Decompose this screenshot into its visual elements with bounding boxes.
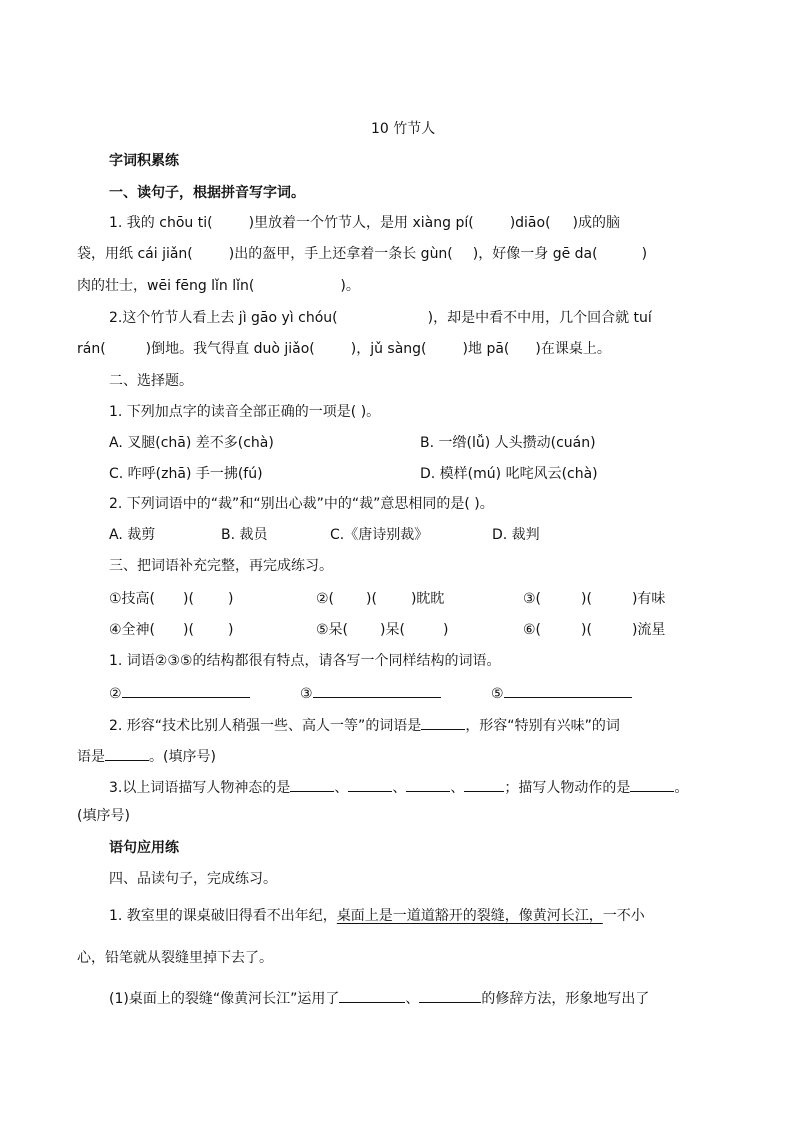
idiom-text: )眈眈 — [410, 591, 445, 607]
q2-2-option-d[interactable]: D. 裁判 — [492, 527, 540, 543]
answer-line[interactable] — [122, 683, 250, 698]
q1-text: )出的盔甲，手上还拿着一条长 gùn( — [228, 246, 453, 262]
answer-line[interactable] — [464, 777, 504, 792]
answer-line[interactable] — [348, 777, 392, 792]
idiom-text: )流星 — [631, 622, 666, 638]
q1-p2-line1 — [109, 309, 652, 327]
q3-1-answer-3 — [300, 683, 441, 703]
answer-line[interactable] — [421, 715, 465, 730]
idiom-text: ) — [227, 622, 234, 638]
q1-text: 2.这个竹节人看上去 jì gāo yì chóu( — [109, 310, 338, 326]
q3-1-answer-5 — [491, 683, 632, 703]
question-1-title: 一、读句子，根据拼音写字词。 — [109, 185, 305, 201]
answer-line[interactable] — [313, 683, 441, 698]
q2-1-stem: 1. 下列加点字的读音全部正确的一项是( )。 — [109, 404, 381, 420]
q2-2-stem: 2. 下列词语中的“裁”和“别出心裁”中的“裁”意思相同的是( )。 — [109, 496, 494, 512]
idiom-1 — [109, 590, 233, 608]
underlined-sentence: 桌面上是一道道豁开的裂缝，像黄河长江， — [336, 908, 603, 924]
idiom-text: ③( — [523, 591, 542, 607]
idiom-2 — [316, 590, 444, 608]
q1-text: )，好像一身 gē da( — [472, 246, 598, 262]
question-3-title: 三、把词语补充完整，再完成练习。 — [109, 558, 333, 574]
q3-3-text: 3.以上词语描写人物神态的是 — [109, 780, 291, 796]
q1-p1-line2 — [77, 245, 647, 263]
q1-text: )在课桌上。 — [535, 341, 611, 357]
q4-text: 一不小 — [602, 908, 645, 924]
answer-line[interactable] — [105, 746, 149, 761]
q3-3-line2: (填序号) — [77, 808, 130, 824]
q3-3-text: 。 — [674, 780, 689, 796]
q3-2-text: 语是 — [77, 749, 105, 765]
q4-text: 的修辞方法，形象地写出了 — [481, 991, 650, 1007]
idiom-text: )( — [183, 591, 194, 607]
q1-text: )，却是中看不中用，几个回合就 tuí — [427, 310, 652, 326]
question-2-title: 二、选择题。 — [109, 373, 193, 389]
idiom-text: )呆( — [380, 622, 405, 638]
q2-2-option-b[interactable]: B. 裁员 — [221, 527, 268, 543]
answer-line[interactable] — [290, 777, 334, 792]
q2-1-option-a[interactable]: A. 叉腿(chā) 差不多(chà) — [109, 435, 274, 451]
idiom-text: ②( — [316, 591, 335, 607]
q1-text: )成的脑 — [572, 215, 621, 231]
answer-line[interactable] — [504, 683, 632, 698]
q4-text: (1)桌面上的裂缝“像黄河长江”运用了 — [109, 991, 340, 1007]
q2-1-option-b[interactable]: B. 一绺(lǚ) 人头攒动(cuán) — [420, 435, 596, 451]
q1-text: )。 — [340, 278, 360, 294]
separator: 、 — [450, 780, 465, 796]
section-heading-vocab: 字词积累练 — [109, 153, 179, 169]
section-heading-sentence: 语句应用练 — [109, 840, 179, 856]
page-title: 10 竹节人 — [371, 121, 436, 137]
answer-line[interactable] — [406, 777, 450, 792]
q3-2-text: 2. 形容“技术比别人稍强一些、高人一等”的词语是 — [109, 718, 422, 734]
separator: 、 — [405, 991, 420, 1007]
q1-text: )diāo( — [509, 215, 551, 231]
answer-mark: ③ — [300, 686, 313, 702]
q1-text: )里放着一个竹节人，是用 xiàng pí( — [248, 215, 474, 231]
q1-p1-line1 — [109, 214, 620, 232]
separator: 、 — [392, 780, 407, 796]
q4-text: 1. 教室里的课桌破旧得看不出年纪， — [109, 908, 337, 924]
q2-1-option-c[interactable]: C. 咋呼(zhā) 手一拂(fú) — [109, 466, 263, 482]
answer-mark: ⑤ — [491, 686, 504, 702]
q3-1-stem: 1. 词语②③⑤的结构都很有特点，请各写一个同样结构的词语。 — [109, 653, 501, 669]
q3-3-text: ；描写人物动作的是 — [504, 780, 631, 796]
idiom-text: )有味 — [631, 591, 666, 607]
q3-2-text: ，形容“特别有兴味”的词 — [465, 718, 620, 734]
idiom-text: ①技高( — [109, 591, 156, 607]
idiom-text: ) — [442, 622, 449, 638]
q4-1-line2: 心，铅笔就从裂缝里掉下去了。 — [77, 950, 273, 966]
q4-1-sub1 — [109, 988, 649, 1008]
q3-2-text: 。(填序号) — [149, 749, 216, 765]
q1-p2-line2 — [77, 340, 611, 358]
q3-3-line1 — [109, 777, 688, 797]
idiom-text: )( — [366, 591, 377, 607]
idiom-text: )( — [183, 622, 194, 638]
answer-line[interactable] — [630, 777, 674, 792]
q1-text: )倒地。我气得直 duò jiǎo( — [145, 341, 315, 357]
q1-text: 肉的壮士，wēi fēng lǐn lǐn( — [77, 278, 255, 294]
q1-p1-line3 — [77, 277, 360, 295]
q3-2-line1 — [109, 715, 620, 735]
q4-1-line1 — [109, 907, 645, 925]
q1-text: rán( — [77, 341, 106, 357]
idiom-text: )( — [581, 622, 592, 638]
answer-mark: ② — [109, 686, 122, 702]
idiom-3 — [523, 590, 665, 608]
answer-line[interactable] — [339, 988, 405, 1003]
q1-text: 1. 我的 chōu ti( — [109, 215, 213, 231]
question-4-title: 四、品读句子，完成练习。 — [109, 871, 277, 887]
q2-1-option-d[interactable]: D. 模样(mú) 叱咤风云(chà) — [420, 466, 598, 482]
q1-text: 袋，用纸 cái jiǎn( — [77, 246, 193, 262]
separator: 、 — [334, 780, 349, 796]
idiom-6 — [523, 621, 665, 639]
idiom-text: ) — [227, 591, 234, 607]
q2-2-option-c[interactable]: C.《唐诗别裁》 — [330, 527, 429, 543]
q1-text: ) — [641, 246, 648, 262]
q3-1-answer-2 — [109, 683, 250, 703]
idiom-text: )( — [581, 591, 592, 607]
q1-text: )地 pā( — [462, 341, 510, 357]
idiom-text: ⑥( — [523, 622, 542, 638]
idiom-4 — [109, 621, 233, 639]
q1-text: )，jǔ sàng( — [350, 341, 427, 357]
idiom-5 — [316, 621, 448, 639]
idiom-text: ④全神( — [109, 622, 156, 638]
idiom-text: ⑤呆( — [316, 622, 349, 638]
answer-line[interactable] — [419, 988, 481, 1003]
q2-2-option-a[interactable]: A. 裁剪 — [109, 527, 156, 543]
q3-2-line2 — [77, 746, 216, 766]
